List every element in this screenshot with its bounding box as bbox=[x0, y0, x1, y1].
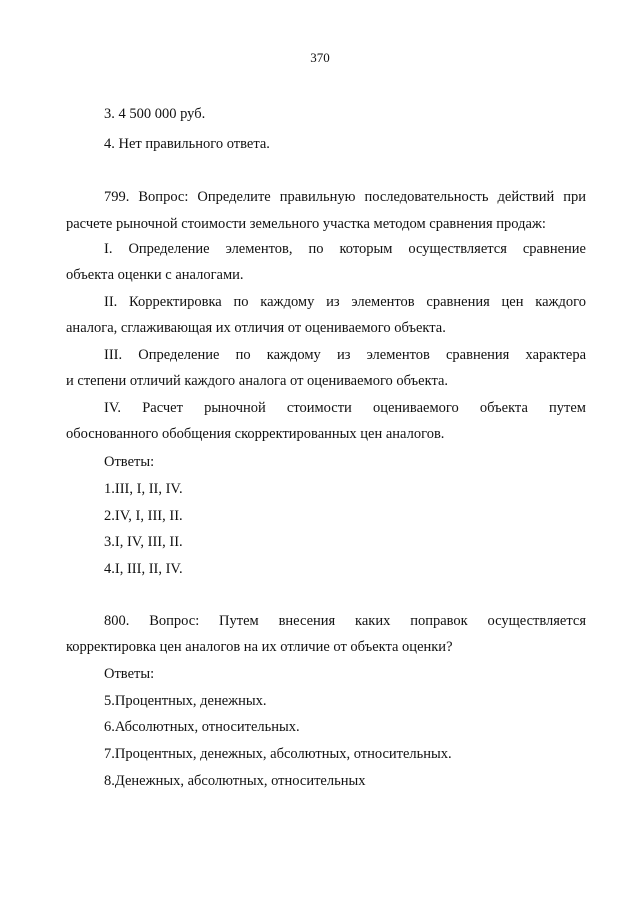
answer-option: 4.I, III, II, IV. bbox=[104, 561, 183, 577]
question-800-title-cont: корректировка цен аналогов на их отличие от объекта оценки? bbox=[66, 639, 453, 655]
answer-option: 4. Нет правильного ответа. bbox=[104, 136, 270, 152]
step-item-2: II. Корректировка по каждому из элементов сравнения цен каждого bbox=[104, 294, 586, 310]
page-number: 370 bbox=[310, 50, 330, 65]
answer-option: 2.IV, I, III, II. bbox=[104, 508, 183, 524]
answers-label: Ответы: bbox=[104, 666, 155, 682]
answer-option: 3.I, IV, III, II. bbox=[104, 534, 183, 550]
step-item-4-cont: обоснованного обобщения скорректированных цен аналогов. bbox=[66, 426, 445, 442]
step-item-2-cont: аналога, сглаживающая их отличия от оцениваемого объекта. bbox=[66, 320, 446, 336]
question-799-title: 799. Вопрос: Определите правильную последовательность действий при bbox=[104, 189, 586, 205]
answer-option: 6.Абсолютных, относительных. bbox=[104, 719, 300, 735]
step-item-4: IV. Расчет рыночной стоимости оцениваемого объекта путем bbox=[104, 400, 586, 416]
step-item-3-cont: и степени отличий каждого аналога от оцениваемого объекта. bbox=[66, 373, 449, 389]
question-799-title-cont: расчете рыночной стоимости земельного участка методом сравнения продаж: bbox=[66, 216, 546, 232]
answer-option: 1.III, I, II, IV. bbox=[104, 481, 183, 497]
answer-option: 5.Процентных, денежных. bbox=[104, 693, 267, 709]
answer-option: 3. 4 500 000 руб. bbox=[104, 106, 206, 122]
question-800-title: 800. Вопрос: Путем внесения каких поправок осуществляется bbox=[104, 613, 586, 629]
step-item-1-cont: объекта оценки с аналогами. bbox=[66, 267, 244, 283]
answer-option: 8.Денежных, абсолютных, относительных bbox=[104, 773, 366, 789]
answer-option: 7.Процентных, денежных, абсолютных, относительных. bbox=[104, 746, 452, 762]
step-item-1: I. Определение элементов, по которым осуществляется сравнение bbox=[104, 241, 586, 257]
step-item-3: III. Определение по каждому из элементов сравнения характера bbox=[104, 347, 586, 363]
answers-label: Ответы: bbox=[104, 454, 155, 470]
